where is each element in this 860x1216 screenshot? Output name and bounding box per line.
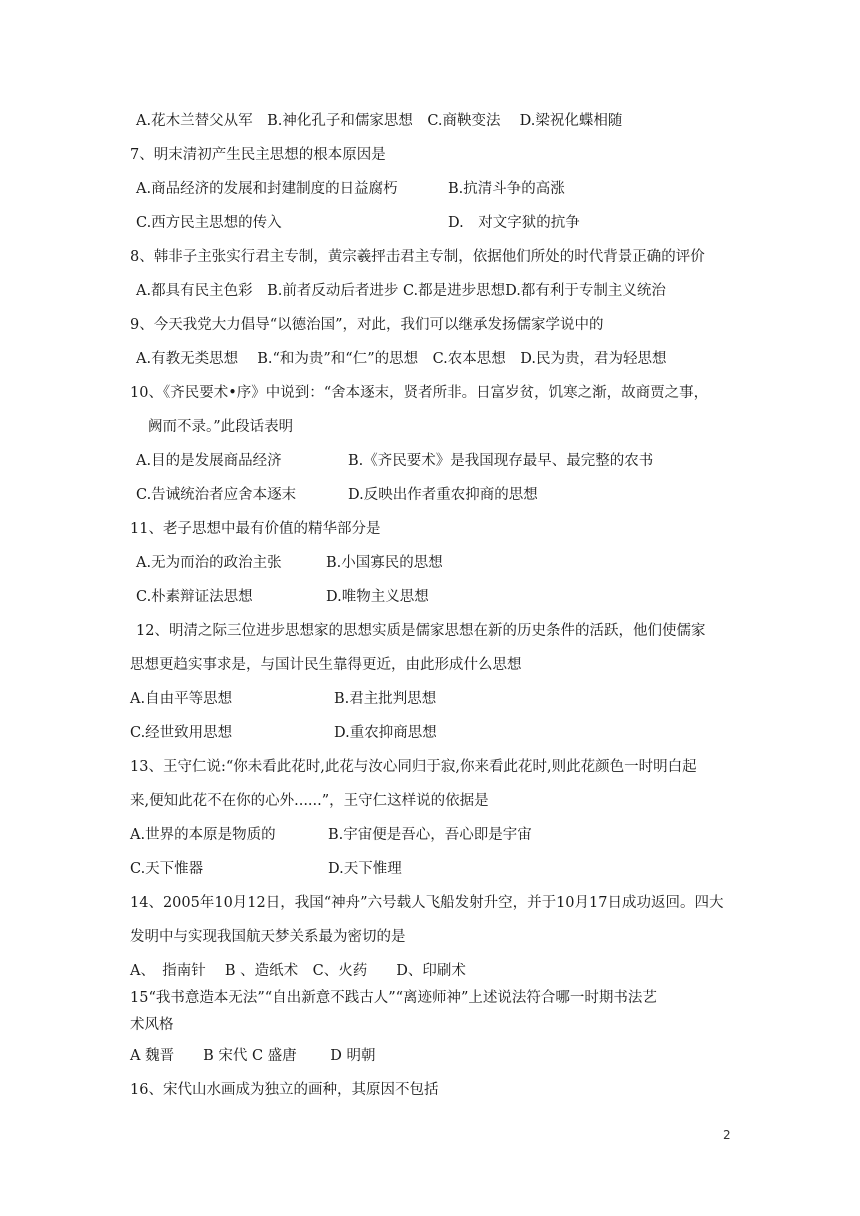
q10-option-d: D.反映出作者重农抑商的思想 <box>348 487 538 503</box>
q12-option-c: C.经世致用思想 <box>130 725 233 741</box>
q14-stem-line-1: 14、2005年10月12日，我国“神舟”六号载人飞船发射升空，并于10月17日成功返回。四大 <box>130 895 724 911</box>
q14-options: A、 指南针 B 、造纸术 C、火药 D、印刷术 <box>130 963 466 979</box>
q14-stem-line-2: 发明中与实现我国航天梦关系最为密切的是 <box>130 929 406 945</box>
q7-option-a: A.商品经济的发展和封建制度的日益腐朽 <box>136 181 398 197</box>
q13-option-a: A.世界的本原是物质的 <box>130 827 276 843</box>
q11-option-c: C.朴素辩证法思想 <box>136 589 253 605</box>
q8-options: A.都具有民主色彩 B.前者反动后者进步 C.都是进步思想D.都有利于专制主义统治 <box>136 283 666 299</box>
q12-stem-line-1: 12、明清之际三位进步思想家的思想实质是儒家思想在新的历史条件的活跃，他们使儒家 <box>136 623 706 639</box>
q11-option-d: D.唯物主义思想 <box>326 589 429 605</box>
q9-stem: 9、今天我党大力倡导“以德治国”，对此，我们可以继承发扬儒家学说中的 <box>130 317 604 333</box>
q11-stem: 11、老子思想中最有价值的精华部分是 <box>130 521 381 537</box>
q7-option-d: D. 对文字狱的抗争 <box>448 215 580 231</box>
q16-stem: 16、宋代山水画成为独立的画种，其原因不包括 <box>130 1082 439 1098</box>
q13-stem-line-2: 来,便知此花不在你的心外......”，王守仁这样说的依据是 <box>130 793 489 809</box>
q10-option-c: C.告诫统治者应舍本逐末 <box>136 487 297 503</box>
q12-option-d: D.重农抑商思想 <box>334 725 437 741</box>
q15-stem-line-2: 术风格 <box>130 1017 174 1033</box>
q9-options: A.有教无类思想 B.“和为贵”和“仁”的思想 C.农本思想 D.民为贵，君为轻思想 <box>136 351 667 367</box>
q7-option-b: B.抗清斗争的高涨 <box>448 181 565 197</box>
q13-option-c: C.天下惟器 <box>130 861 204 877</box>
q13-option-b: B.宇宙便是吾心，吾心即是宇宙 <box>328 827 532 843</box>
q11-option-a: A.无为而治的政治主张 <box>136 555 282 571</box>
q6-options: A.花木兰替父从军 B.神化孔子和儒家思想 C.商鞅变法 D.梁祝化蝶相随 <box>136 113 623 129</box>
q15-options: A 魏晋 B 宋代 C 盛唐 D 明朝 <box>130 1048 376 1064</box>
page-number: 2 <box>723 1128 731 1142</box>
q10-option-a: A.目的是发展商品经济 <box>136 453 282 469</box>
q10-stem-line-1: 10、《齐民要术•序》中说到：“舍本逐末，贤者所非。日富岁贫，饥寒之渐，故商贾之事， <box>130 385 709 401</box>
q12-option-b: B.君主批判思想 <box>334 691 437 707</box>
q12-option-a: A.自由平等思想 <box>130 691 233 707</box>
q15-stem-line-1: 15“我书意造本无法”“自出新意不践古人”“离迹师神”上述说法符合哪一时期书法艺 <box>130 990 657 1006</box>
q7-stem: 7、明末清初产生民主思想的根本原因是 <box>130 147 386 163</box>
q11-option-b: B.小国寡民的思想 <box>326 555 443 571</box>
q10-stem-line-2: 阙而不录。”此段话表明 <box>148 419 294 435</box>
q10-option-b: B.《齐民要术》是我国现存最早、最完整的农书 <box>348 453 654 469</box>
q13-option-d: D.天下惟理 <box>328 861 402 877</box>
q8-stem: 8、韩非子主张实行君主专制，黄宗羲抨击君主专制，依据他们所处的时代背景正确的评价 <box>130 249 705 265</box>
q12-stem-line-2: 思想更趋实事求是，与国计民生靠得更近，由此形成什么思想 <box>130 657 522 673</box>
q7-option-c: C.西方民主思想的传入 <box>136 215 282 231</box>
q13-stem-line-1: 13、王守仁说:“你未看此花时,此花与汝心同归于寂,你来看此花时,则此花颜色一时明白起 <box>130 759 697 775</box>
